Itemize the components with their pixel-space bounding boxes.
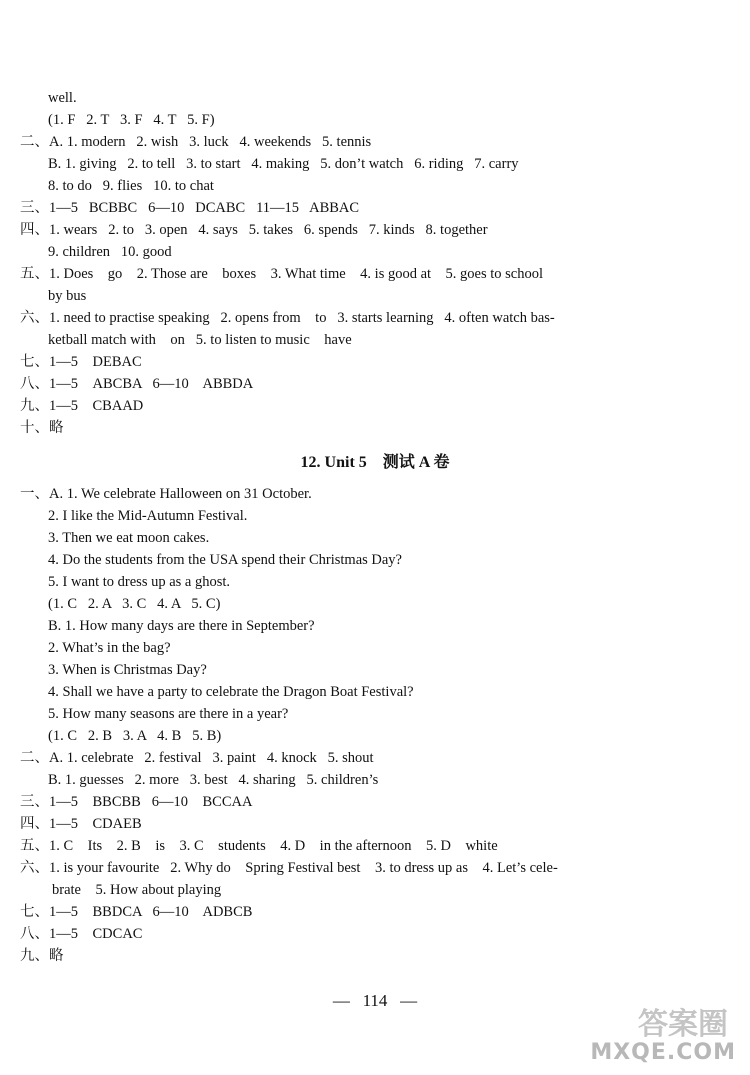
text-line: 五、1. Does go 2. Those are boxes 3. What time 4. is good at 5. goes to school: [20, 266, 544, 282]
text-line: 4. Shall we have a party to celebrate the Dragon Boat Festival?: [48, 684, 414, 700]
text-line: by bus: [48, 288, 87, 304]
text-line: 四、1—5 CDAEB: [20, 816, 142, 832]
text-line: 5. I want to dress up as a ghost.: [48, 574, 231, 590]
text-line: 七、1—5 DEBAC: [20, 354, 142, 370]
text-line: 一、A. 1. We celebrate Halloween on 31 October.: [20, 486, 312, 502]
text-line: 八、1—5 ABCBA 6—10 ABBDA: [20, 376, 254, 392]
text-line: 九、1—5 CBAAD: [20, 398, 144, 414]
text-line: 五、1. C Its 2. B is 3. C students 4. D in the afternoon 5. D white: [20, 838, 498, 854]
text-line: 3. When is Christmas Day?: [48, 662, 207, 678]
page-number: — 114 —: [332, 991, 418, 1010]
text-line: B. 1. giving 2. to tell 3. to start 4. making 5. don’t watch 6. riding 7. carry: [48, 156, 519, 172]
text-line: B. 1. guesses 2. more 3. best 4. sharing 5. children’s: [48, 772, 379, 788]
watermark-logo-text: 答案圈: [638, 1007, 728, 1042]
text-line: 六、1. need to practise speaking 2. opens from to 3. starts learning 4. often watch bas-: [20, 310, 555, 326]
text-line: well.: [48, 90, 77, 106]
watermark-url: MXQE.COM: [590, 1040, 736, 1065]
site-watermark: [590, 999, 742, 1069]
text-line: B. 1. How many days are there in September?: [48, 618, 315, 634]
text-line: 四、1. wears 2. to 3. open 4. says 5. takes 6. spends 7. kinds 8. together: [20, 222, 488, 238]
text-line: 8. to do 9. flies 10. to chat: [48, 178, 214, 194]
text-line: 七、1—5 BBDCA 6—10 ADBCB: [20, 904, 253, 920]
text-line: (1. F 2. T 3. F 4. T 5. F): [48, 112, 215, 128]
section-title: 12. Unit 5 测试 A 卷: [300, 454, 450, 471]
text-line: (1. C 2. A 3. C 4. A 5. C): [48, 596, 221, 612]
text-line: 九、略: [20, 948, 64, 964]
text-line: 八、1—5 CDCAC: [20, 926, 143, 942]
text-line: 三、1—5 BCBBC 6—10 DCABC 11—15 ABBAC: [20, 200, 360, 216]
text-line: 二、A. 1. modern 2. wish 3. luck 4. weekends 5. tennis: [20, 134, 372, 150]
text-line: 2. I like the Mid-Autumn Festival.: [48, 508, 248, 524]
text-line: 六、1. is your favourite 2. Why do Spring Festival best 3. to dress up as 4. Let’s cele-: [20, 860, 558, 876]
text-line: 3. Then we eat moon cakes.: [48, 530, 210, 546]
text-line: 4. Do the students from the USA spend their Christmas Day?: [48, 552, 402, 568]
text-line: 十、略: [20, 420, 64, 436]
text-line: brate 5. How about playing: [52, 882, 222, 898]
text-line: 三、1—5 BBCBB 6—10 BCCAA: [20, 794, 253, 810]
text-line: ketball match with on 5. to listen to music have: [48, 332, 352, 348]
text-line: 2. What’s in the bag?: [48, 640, 171, 656]
text-line: 9. children 10. good: [48, 244, 172, 260]
text-line: (1. C 2. B 3. A 4. B 5. B): [48, 728, 222, 744]
text-line: 二、A. 1. celebrate 2. festival 3. paint 4. knock 5. shout: [20, 750, 374, 766]
text-line: 5. How many seasons are there in a year?: [48, 706, 289, 722]
